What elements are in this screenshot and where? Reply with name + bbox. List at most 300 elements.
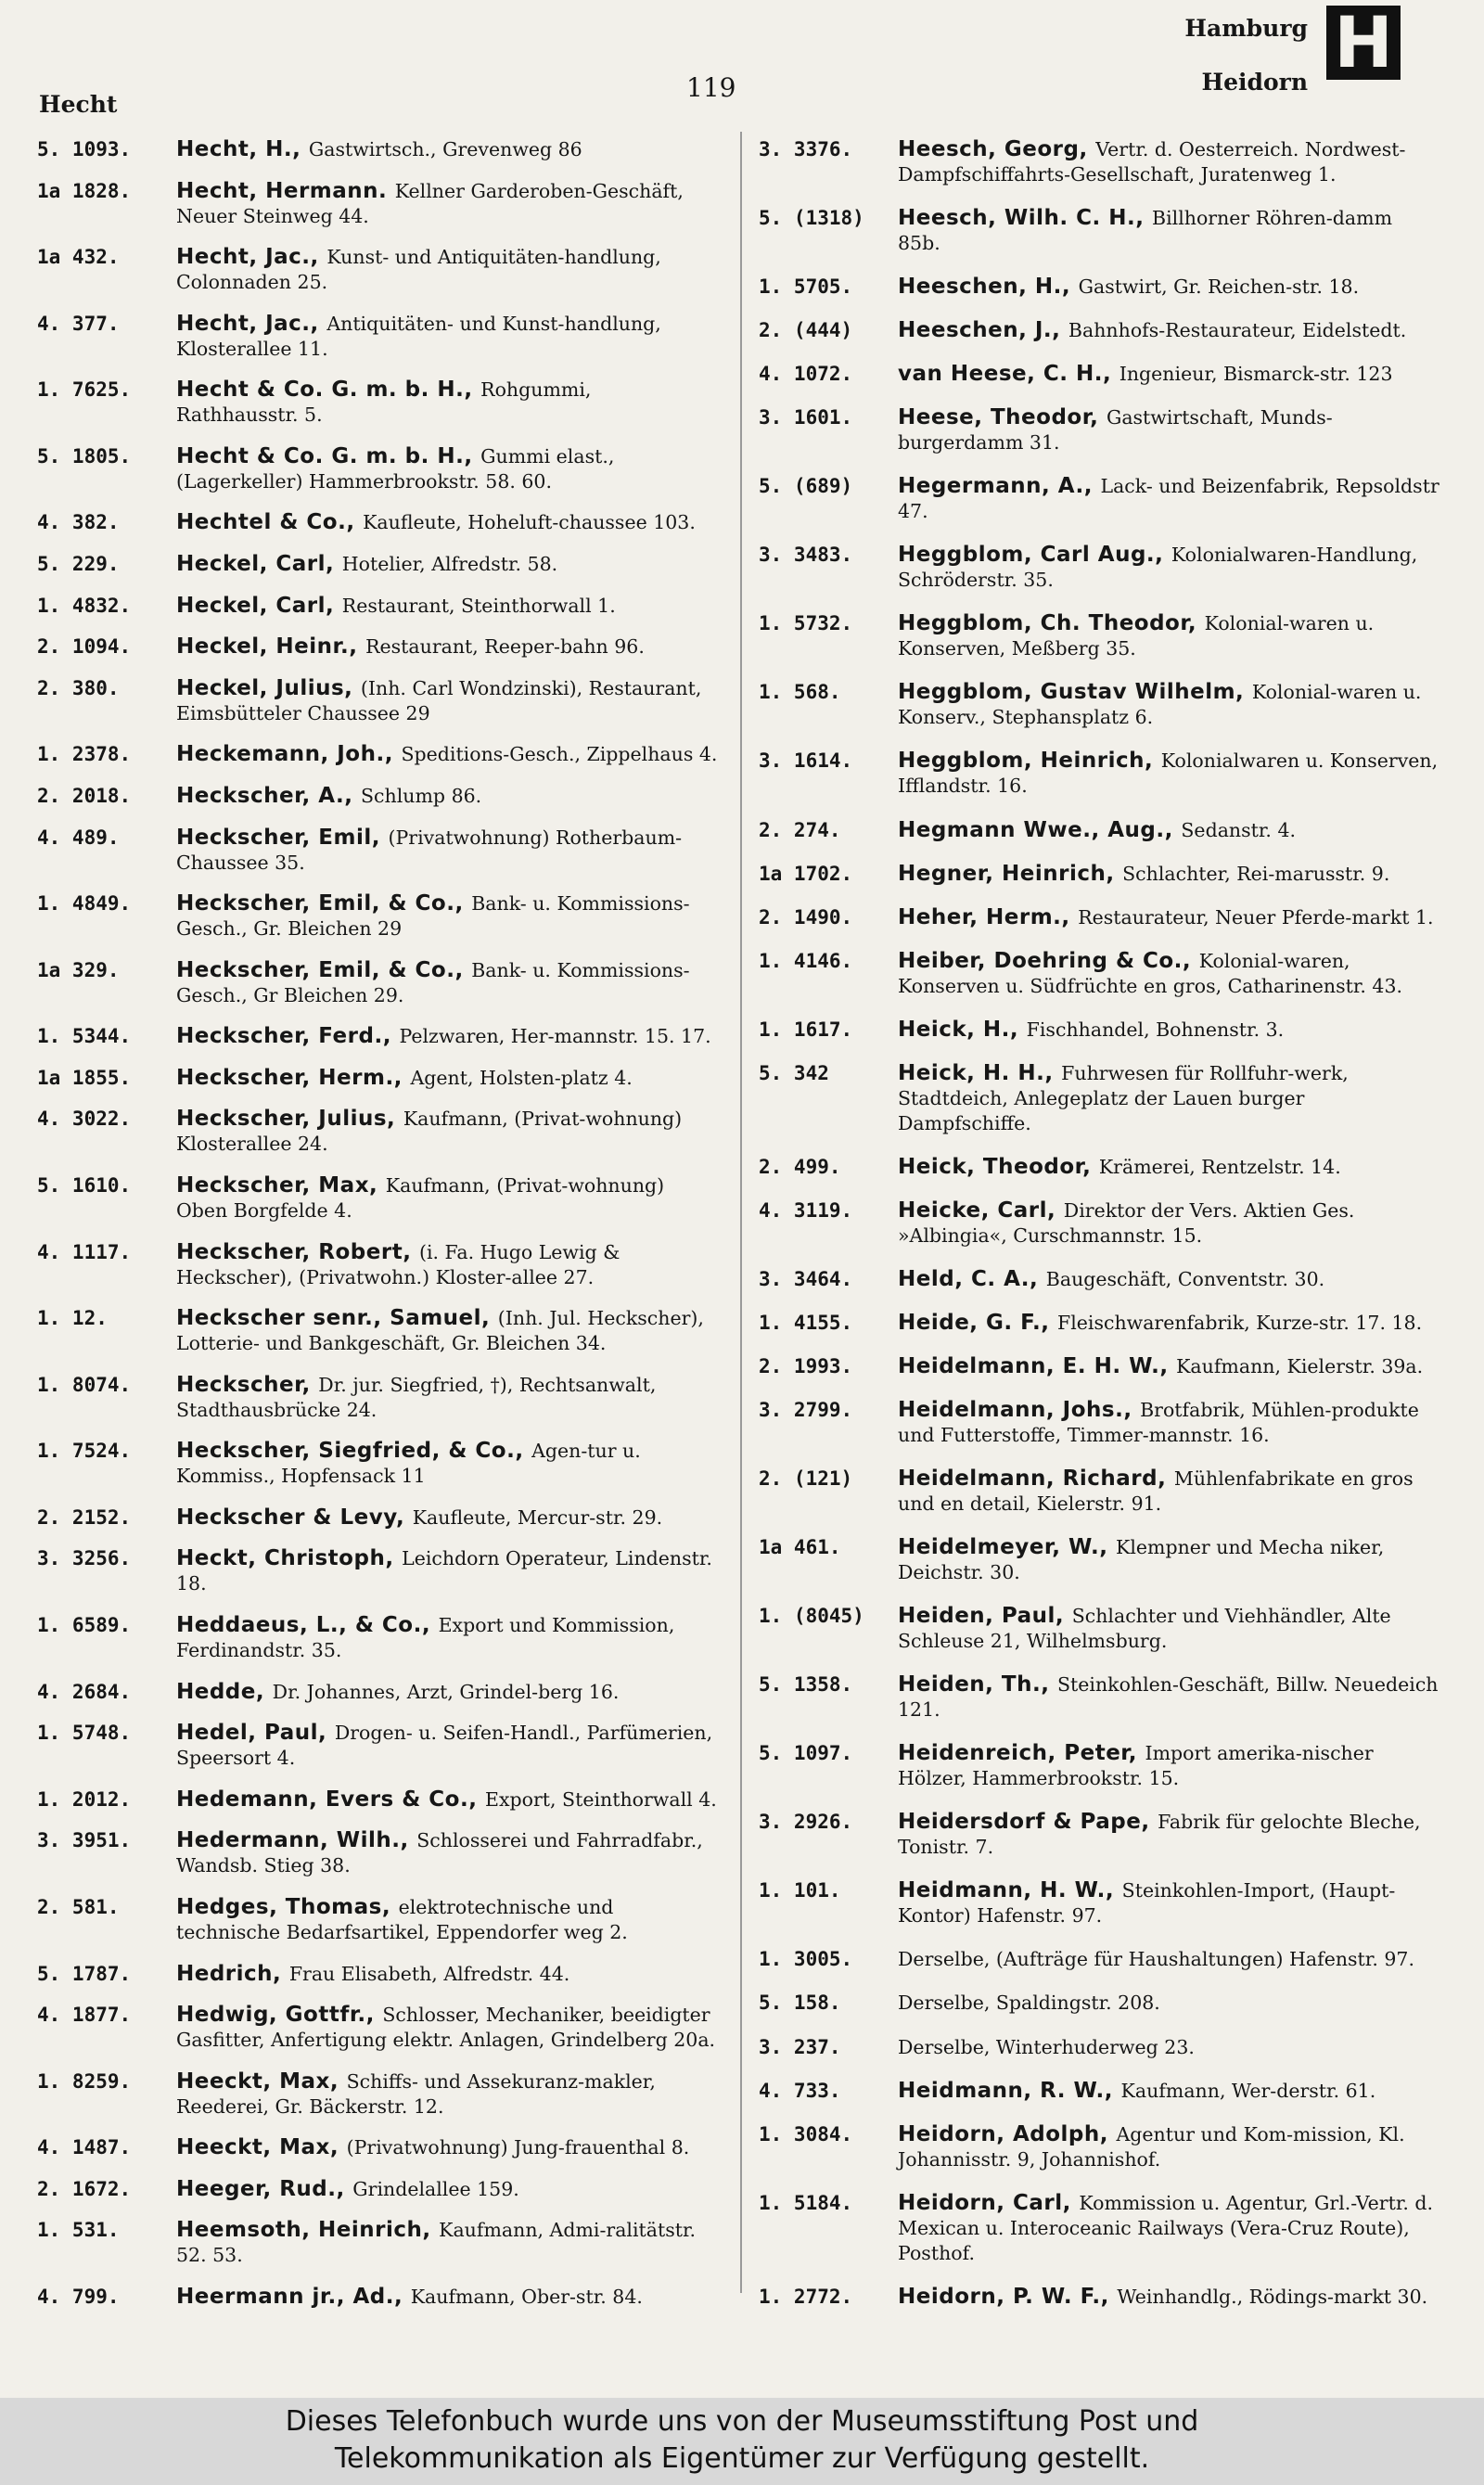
entry-body — [176, 552, 719, 577]
directory-entry — [37, 2285, 719, 2310]
phone-number: 2. (121) — [759, 1467, 853, 1491]
entry-body — [898, 1198, 1440, 1249]
directory-entry — [759, 2035, 1440, 2060]
subscriber-name: Heggblom, Heinrich, — [898, 749, 1154, 774]
subscriber-name: Heckscher, Ferd., — [176, 1024, 391, 1049]
phone-number: 5. 1093. — [37, 138, 132, 160]
directory-entry — [759, 905, 1440, 930]
directory-entry — [37, 1680, 719, 1705]
entry-details: Agen-tur u. Kommiss., Hopfensack 11 — [176, 1440, 641, 1488]
phone-number: 1. 4832. — [37, 594, 132, 617]
directory-entry — [37, 1505, 719, 1531]
entry-details: Agent, Holsten-platz 4. — [410, 1066, 633, 1089]
entry-body — [898, 1398, 1440, 1448]
phone-number: 3. 3256. — [37, 1547, 132, 1570]
entry-details: Schlump 86. — [361, 784, 482, 807]
directory-entry — [37, 1962, 719, 1987]
subscriber-name: Held, C. A., — [898, 1266, 1039, 1291]
entry-body — [176, 2003, 719, 2053]
subscriber-name: Heggblom, Gustav Wilhelm, — [898, 680, 1245, 705]
directory-entry — [759, 2079, 1440, 2104]
directory-entry — [759, 362, 1440, 387]
directory-entry — [759, 1398, 1440, 1448]
subscriber-name: Heckscher senr., Samuel, — [176, 1306, 491, 1331]
entry-details: Schlachter und Viehhändler, Alte Schleuse 21, Wilhelmsburg. — [898, 1605, 1391, 1653]
phone-number: 5. 1358. — [759, 1673, 853, 1697]
entry-body — [176, 137, 719, 162]
subscriber-name: Heckel, Julius, — [176, 675, 353, 700]
phone-number: 1. 5732. — [759, 612, 853, 635]
phone-number: 1. 5184. — [759, 2191, 853, 2214]
subscriber-name: Heckscher, Max, — [176, 1172, 378, 1198]
entry-details: Dr. jur. Siegfried, †), Rechtsanwalt, Stadthausbrücke 24. — [176, 1373, 657, 1421]
directory-entry — [37, 2218, 719, 2268]
directory-entry — [759, 1311, 1440, 1336]
phone-number: 5. 1097. — [759, 1742, 853, 1765]
entry-body — [176, 1439, 719, 1489]
entry-body — [898, 1604, 1440, 1654]
entry-details: Export und Kommission, Ferdinandstr. 35. — [176, 1614, 675, 1662]
directory-entry — [759, 1198, 1440, 1249]
directory-entry — [37, 958, 719, 1008]
entry-details: Leichdorn Operateur, Lindenstr. 18. — [176, 1547, 712, 1595]
phone-number: 4. 1877. — [37, 2004, 132, 2027]
phone-number: 5. 1610. — [37, 1173, 132, 1197]
phone-number: 3. 3376. — [759, 138, 853, 160]
entry-details: Kaufmann, (Privat-wohnung) Klosterallee 24. — [176, 1108, 683, 1156]
entry-body — [176, 891, 719, 941]
entry-body — [176, 784, 719, 809]
directory-entry — [37, 742, 719, 767]
entry-body — [898, 318, 1440, 343]
entry-details: Kolonial-waren u. Konserv., Stephansplatz 6. — [898, 681, 1422, 729]
directory-entry — [759, 318, 1440, 343]
phone-number: 1. 2012. — [37, 1787, 132, 1811]
entry-body — [898, 1991, 1440, 2016]
phone-number: 2. 1490. — [759, 905, 853, 929]
footer-line-1: Dieses Telefonbuch wurde uns von der Museumsstiftung Post und — [285, 2405, 1199, 2438]
directory-entry — [759, 1018, 1440, 1043]
phone-number: 1. 4849. — [37, 892, 132, 916]
directory-entry — [759, 1810, 1440, 1860]
entry-body — [898, 680, 1440, 730]
phone-number: 5. (689) — [759, 475, 853, 498]
entry-details: Hotelier, Alfredstr. 58. — [341, 553, 558, 576]
phone-number: 5. 1787. — [37, 1962, 132, 1985]
directory-entry — [37, 444, 719, 494]
directory-entry — [759, 543, 1440, 593]
entry-body — [176, 2177, 719, 2202]
entry-body — [898, 2035, 1440, 2060]
subscriber-name: Heick, H., — [898, 1017, 1019, 1042]
entry-details: Pelzwaren, Her-mannstr. 15. 17. — [399, 1025, 711, 1048]
subscriber-name: Heicke, Carl, — [898, 1198, 1056, 1223]
subscriber-name: Heiden, Th., — [898, 1672, 1050, 1697]
subscriber-name: Heidenreich, Peter, — [898, 1741, 1137, 1766]
subscriber-name: Heiden, Paul, — [898, 1604, 1065, 1629]
entry-details: Kaufmann, Kielerstr. 39a. — [1176, 1354, 1424, 1377]
phone-number: 5. 158. — [759, 1992, 841, 2015]
phone-number: 3. 1601. — [759, 406, 853, 429]
phone-number: 5. 342 — [759, 1061, 829, 1084]
directory-entry — [37, 1173, 719, 1223]
directory-entry — [37, 1613, 719, 1663]
entry-details: Gummi elast., (Lagerkeller) Hammerbrookstr. 58. 60. — [176, 444, 615, 493]
entry-details: Kellner Garderoben-Geschäft, Neuer Steinweg 44. — [176, 179, 684, 227]
entry-body — [176, 1306, 719, 1356]
phone-number: 4. 799. — [37, 2285, 120, 2308]
phone-number: 1. 7625. — [37, 378, 132, 402]
entry-details: (Privatwohnung) Jung-frauenthal 8. — [346, 2136, 690, 2159]
subscriber-name: Heeschen, H., — [898, 275, 1071, 300]
footer-line-2: Telekommunikation als Eigentümer zur Verfügung gestellt. — [334, 2442, 1150, 2475]
entry-body — [176, 1066, 719, 1091]
subscriber-name: Heckscher, — [176, 1372, 311, 1397]
subscriber-name: Heiber, Doehring & Co., — [898, 948, 1192, 973]
directory-entry — [759, 474, 1440, 524]
subscriber-name: Heggblom, Ch. Theodor, — [898, 611, 1197, 636]
entry-body — [898, 2079, 1440, 2104]
directory-entry — [37, 784, 719, 809]
phone-number: 3. 2926. — [759, 1811, 853, 1834]
phone-number: 1. 12. — [37, 1307, 108, 1330]
subscriber-name: Heermann jr., Ad., — [176, 2284, 403, 2309]
entry-details: Antiquitäten- und Kunst-handlung, Klosterallee 11. — [176, 312, 661, 360]
directory-entry — [37, 634, 719, 660]
entry-details: Schlosser, Mechaniker, beeidigter Gasfitter, Anfertigung elektr. Anlagen, Grindelberg 20a. — [176, 2004, 716, 2052]
directory-entry — [37, 1895, 719, 1945]
phone-number: 1. 4155. — [759, 1311, 853, 1334]
phone-number: 4. 382. — [37, 511, 120, 534]
phone-number: 4. 1072. — [759, 363, 853, 386]
subscriber-name: Heckemann, Joh., — [176, 742, 393, 767]
entry-details: Frau Elisabeth, Alfredstr. 44. — [288, 1962, 570, 1985]
subscriber-name: Hegmann Wwe., Aug., — [898, 817, 1173, 842]
phone-number: 2. 274. — [759, 818, 841, 841]
entry-details: Kommission u. Agentur, Grl.-Vertr. d. Mexican u. Interoceanic Railways (Vera-Cruz Route), Posthof. — [898, 2191, 1434, 2264]
entry-body — [898, 1741, 1440, 1791]
directory-entry — [37, 2003, 719, 2053]
directory-entry — [37, 510, 719, 535]
entry-details: Kolonialwaren-Handlung, Schröderstr. 35. — [898, 544, 1418, 592]
entry-details: Baugeschäft, Conventstr. 30. — [1045, 1267, 1325, 1290]
phone-number: 2. 499. — [759, 1155, 841, 1178]
phone-number: 4. 377. — [37, 312, 120, 335]
phone-number: 1. 2772. — [759, 2285, 853, 2308]
entry-details: Restaurant, Reeper-bahn 96. — [365, 635, 645, 659]
entry-details: (Inh. Jul. Heckscher), Lotterie- und Bankgeschäft, Gr. Bleichen 34. — [176, 1307, 704, 1355]
phone-number: 1a 329. — [37, 958, 120, 981]
subscriber-name: Heidelmann, Richard, — [898, 1467, 1167, 1492]
subscriber-name: Heckscher, Emil, — [176, 825, 380, 850]
entry-body — [898, 1672, 1440, 1723]
entry-body — [176, 634, 719, 660]
entry-body — [898, 405, 1440, 455]
entry-body — [176, 1373, 719, 1423]
entry-details: Sedanstr. 4. — [1181, 818, 1297, 841]
phone-number: 1. (8045) — [759, 1605, 864, 1628]
directory-entry — [759, 2191, 1440, 2266]
entry-body — [898, 1155, 1440, 1180]
subscriber-name: Heckscher, Emil, & Co., — [176, 891, 464, 916]
phone-number: 5. 1805. — [37, 444, 132, 468]
phone-number: 4. 1117. — [37, 1240, 132, 1263]
entry-details: (Inh. Carl Wondzinski), Restaurant, Eimsbütteler Chaussee 29 — [176, 676, 702, 724]
phone-number: 1. 3084. — [759, 2122, 853, 2146]
entry-body — [176, 958, 719, 1008]
entry-details: Schlosserei und Fahrradfabr., Wandsb. Stieg 38. — [176, 1829, 703, 1877]
entry-details: Import amerika-nischer Hölzer, Hammerbrookstr. 15. — [898, 1742, 1374, 1790]
subscriber-name: Hedermann, Wilh., — [176, 1828, 409, 1853]
phone-number: 1. 5748. — [37, 1722, 132, 1745]
entry-body — [176, 2285, 719, 2310]
entry-body — [176, 1828, 719, 1878]
subscriber-name: Hecht & Co. G. m. b. H., — [176, 378, 473, 403]
subscriber-name: Hecht, Hermann. — [176, 178, 388, 203]
directory-entry — [37, 1107, 719, 1157]
entry-body — [176, 1721, 719, 1771]
entry-details: Krämerei, Rentzelstr. 14. — [1098, 1155, 1341, 1178]
directory-entry — [759, 1267, 1440, 1292]
subscriber-name: Heemsoth, Heinrich, — [176, 2218, 431, 2243]
subscriber-name: Heggblom, Carl Aug., — [898, 543, 1164, 568]
directory-entry — [759, 1467, 1440, 1517]
subscriber-name: Hecht, Jac., — [176, 245, 319, 270]
directory-entry — [37, 2069, 719, 2120]
running-head-city: Hamburg — [1184, 15, 1308, 42]
directory-entry — [759, 680, 1440, 730]
entry-details: Agentur und Kom-mission, Kl. Johannisstr. 9, Johannishof. — [898, 2122, 1405, 2171]
entry-body — [898, 905, 1440, 930]
directory-entry — [759, 137, 1440, 187]
directory-entry — [759, 862, 1440, 887]
subscriber-name: Hecht, Jac., — [176, 311, 319, 336]
entry-details: Billhorner Röhren-damm 85b. — [898, 207, 1393, 255]
subscriber-name: Heidelmeyer, W., — [898, 1535, 1108, 1560]
subscriber-name: Hedel, Paul, — [176, 1721, 327, 1746]
entry-body — [176, 826, 719, 876]
subscriber-name: Heidelmann, E. H. W., — [898, 1353, 1169, 1378]
subscriber-name: Hegermann, A., — [898, 474, 1093, 499]
phone-number: 1. 5344. — [37, 1025, 132, 1048]
phone-number: 1. 6589. — [37, 1614, 132, 1637]
right-column — [759, 137, 1440, 2310]
page-number: 119 — [686, 72, 736, 103]
subscriber-name: Heckscher, Siegfried, & Co., — [176, 1439, 524, 1464]
entry-details: Bahnhofs-Restaurateur, Eidelstedt. — [1068, 319, 1407, 342]
subscriber-name: Heidorn, Carl, — [898, 2190, 1071, 2215]
phone-number: 2. 2018. — [37, 784, 132, 807]
directory-entry — [759, 405, 1440, 455]
entry-body — [176, 676, 719, 726]
entry-details: Steinkohlen-Import, (Haupt-Kontor) Hafenstr. 97. — [898, 1879, 1396, 1928]
entry-body — [176, 245, 719, 295]
entry-details: Kolonial-waren, Konserven u. Südfrüchte en gros, Catharinenstr. 43. — [898, 949, 1403, 997]
subscriber-name: Heckscher, Julius, — [176, 1107, 396, 1132]
subscriber-name: Heidorn, P. W. F., — [898, 2284, 1109, 2309]
subscriber-name: Heckel, Heinr., — [176, 634, 358, 660]
directory-entry — [37, 1066, 719, 1091]
subscriber-name: Heddaeus, L., & Co., — [176, 1613, 431, 1638]
entry-body — [176, 1546, 719, 1596]
entry-body — [898, 137, 1440, 187]
directory-entry — [759, 1672, 1440, 1723]
entry-details: Gastwirt, Gr. Reichen-str. 18. — [1078, 275, 1360, 299]
entry-details: Kaufmann, Wer-derstr. 61. — [1120, 2079, 1376, 2102]
entry-details: Gastwirtschaft, Munds-burgerdamm 31. — [898, 406, 1333, 455]
subscriber-name: Heeckt, Max, — [176, 2135, 339, 2160]
directory-entry — [759, 2285, 1440, 2310]
phone-number: 1a 1828. — [37, 179, 132, 202]
entry-body — [898, 2122, 1440, 2172]
directory-entry — [37, 1306, 719, 1356]
entry-details: Brotfabrik, Mühlen-produkte und Futterstoffe, Timmer-mannstr. 16. — [898, 1399, 1419, 1447]
phone-number: 3. 3464. — [759, 1267, 853, 1290]
phone-number: 1. 8074. — [37, 1373, 132, 1396]
entry-details: Kaufmann, (Privat-wohnung) Oben Borgfelde 4. — [176, 1173, 665, 1222]
phone-number: 4. 733. — [759, 2079, 841, 2102]
directory-entry — [759, 949, 1440, 999]
entry-body — [898, 949, 1440, 999]
phone-number: 2. (444) — [759, 319, 853, 342]
directory-entry — [759, 1604, 1440, 1654]
phone-number: 2. 1672. — [37, 2177, 132, 2200]
entry-body — [898, 2285, 1440, 2310]
directory-entry — [759, 749, 1440, 799]
phone-number: 1a 461. — [759, 1536, 841, 1559]
entry-details: (i. Fa. Hugo Lewig & Heckscher), (Privatwohn.) Kloster-allee 27. — [176, 1240, 620, 1288]
directory-entry — [37, 137, 719, 162]
directory-entry — [759, 1061, 1440, 1136]
entry-body — [898, 1061, 1440, 1136]
directory-entry — [37, 826, 719, 876]
entry-details: Lack- und Beizenfabrik, Repsoldstr 47. — [898, 475, 1439, 523]
directory-entry — [37, 1373, 719, 1423]
phone-number: 3. 2799. — [759, 1399, 853, 1422]
subscriber-name: Hecht, H., — [176, 137, 301, 161]
directory-entry — [37, 2135, 719, 2160]
subscriber-name: Heesch, Georg, — [898, 137, 1088, 161]
entry-details: Kaufmann, Admi-ralitätstr. 52. 53. — [176, 2219, 697, 2267]
entry-body — [898, 362, 1440, 387]
directory-entry — [759, 1155, 1440, 1180]
subscriber-name: Heidorn, Adolph, — [898, 2121, 1108, 2146]
entry-body — [176, 1505, 719, 1531]
subscriber-name: Heick, Theodor, — [898, 1154, 1092, 1179]
entry-details: (Privatwohnung) Rotherbaum-Chaussee 35. — [176, 826, 683, 874]
subscriber-name: Heckscher, A., — [176, 783, 353, 808]
entry-details: Restaurant, Steinthorwall 1. — [341, 594, 616, 617]
entry-body — [176, 378, 719, 428]
subscriber-name: Hedemann, Evers & Co., — [176, 1787, 478, 1812]
entry-body — [898, 1354, 1440, 1379]
directory-entry — [759, 1991, 1440, 2016]
subscriber-name: Heher, Herm., — [898, 904, 1070, 929]
subscriber-name: Heckscher, Emil, & Co., — [176, 957, 464, 982]
phone-number: 5. (1318) — [759, 207, 864, 230]
phone-number: 2. 1993. — [759, 1354, 853, 1377]
entry-body — [176, 179, 719, 229]
running-head-right: Heidorn — [1201, 69, 1308, 96]
entry-body — [898, 275, 1440, 300]
entry-details: Vertr. d. Oesterreich. Nordwest-Dampfschiffahrts-Gesellschaft, Juratenweg 1. — [898, 138, 1406, 186]
directory-entry — [37, 312, 719, 362]
directory-entry — [759, 1947, 1440, 1972]
phone-number: 4. 1487. — [37, 2136, 132, 2159]
entry-body — [898, 474, 1440, 524]
subscriber-name: Heckscher & Levy, — [176, 1505, 405, 1530]
subscriber-name: Heidersdorf & Pape, — [898, 1810, 1150, 1835]
entry-body — [898, 2191, 1440, 2266]
entry-details: Fischhandel, Bohnenstr. 3. — [1026, 1018, 1285, 1041]
entry-body — [898, 749, 1440, 799]
directory-entry — [759, 1354, 1440, 1379]
entry-details: Kaufleute, Mercur-str. 29. — [412, 1505, 663, 1529]
phone-number: 1a 1855. — [37, 1066, 132, 1089]
subscriber-name: Hedwig, Gottfr., — [176, 2003, 375, 2028]
directory-entry — [37, 676, 719, 726]
directory-entry — [759, 1878, 1440, 1928]
subscriber-name: Heckscher, Herm., — [176, 1065, 403, 1090]
subscriber-name: Heide, G. F., — [898, 1310, 1050, 1335]
subscriber-name: Hecht & Co. G. m. b. H., — [176, 443, 473, 468]
phone-number: 2. 380. — [37, 676, 120, 699]
entry-details: Gastwirtsch., Grevenweg 86 — [308, 138, 582, 160]
directory-entry — [759, 275, 1440, 300]
entry-body — [898, 818, 1440, 843]
directory-entry — [37, 1721, 719, 1771]
entry-body — [898, 1947, 1440, 1972]
phone-number: 1. 531. — [37, 2219, 120, 2242]
subscriber-name: Heeschen, J., — [898, 318, 1061, 343]
phone-number: 3. 1614. — [759, 749, 853, 773]
phone-number: 1. 4146. — [759, 949, 853, 972]
entry-body — [176, 510, 719, 535]
entry-details: Kaufleute, Hoheluft-chaussee 103. — [363, 511, 696, 534]
entry-details: Bank- u. Kommissions-Gesch., Gr Bleichen 29. — [176, 958, 690, 1006]
directory-entry — [759, 611, 1440, 661]
phone-number: 3. 237. — [759, 2035, 841, 2058]
entry-body — [898, 543, 1440, 593]
subscriber-name: Heidmann, H. W., — [898, 1878, 1115, 1903]
entry-body — [176, 1107, 719, 1157]
entry-body — [176, 594, 719, 619]
running-head-left: Hecht — [39, 91, 118, 118]
phone-number: 3. 3483. — [759, 544, 853, 567]
directory-entry — [37, 1828, 719, 1878]
subscriber-name: Hechtel & Co., — [176, 510, 355, 535]
entry-details: Grindelallee 159. — [352, 2177, 519, 2200]
directory-entry — [759, 818, 1440, 843]
phone-number: 1. 1617. — [759, 1018, 853, 1041]
subscriber-name: Hedrich, — [176, 1961, 282, 1986]
phone-number: 1. 8259. — [37, 2069, 132, 2093]
entry-body — [898, 206, 1440, 256]
entry-body — [176, 742, 719, 767]
entry-body — [898, 1018, 1440, 1043]
directory-entry — [759, 2122, 1440, 2172]
entry-details: Speditions-Gesch., Zippelhaus 4. — [401, 743, 718, 766]
phone-number: 1a 432. — [37, 246, 120, 269]
subscriber-name: Heesch, Wilh. C. H., — [898, 206, 1145, 231]
entry-body — [176, 1613, 719, 1663]
directory-entry — [37, 891, 719, 941]
entry-details: Steinkohlen-Geschäft, Billw. Neuedeich 121. — [898, 1673, 1439, 1722]
subscriber-name: Heeger, Rud., — [176, 2176, 345, 2201]
phone-number: 1. 568. — [759, 681, 841, 704]
entry-body — [898, 1878, 1440, 1928]
phone-number: 1. 101. — [759, 1879, 841, 1902]
